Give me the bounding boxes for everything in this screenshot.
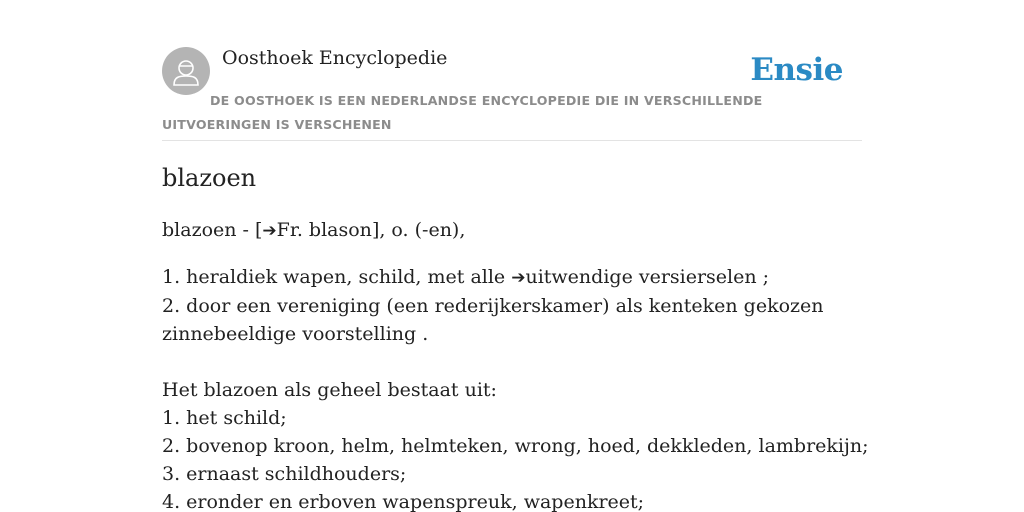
user-icon <box>162 47 210 95</box>
source-avatar[interactable] <box>162 47 210 95</box>
source-title[interactable]: Oosthoek Encyclopedie <box>222 47 448 69</box>
entry-suffix: ], o. (-en), <box>371 219 466 241</box>
source-description: DE OOSTHOEK IS EEN NEDERLANDSE ENCYCLOPEDIE DIE IN VERSCHILLENDE UITVOERINGEN IS VERSCHENEN <box>162 93 763 132</box>
list-item: 1. het schild; <box>162 407 287 429</box>
definition-2-line-2: zinnebeeldige voorstelling . <box>162 323 429 345</box>
arrow-right-icon: ➔ <box>262 221 277 241</box>
list-item: 4. eronder en erboven wapenspreuk, wapenkreet; <box>162 491 645 512</box>
definition-2-line-1: 2. door een vereniging (een rederijkerskamer) als kenteken gekozen <box>162 295 824 317</box>
definition-1-suffix: ; <box>756 266 770 288</box>
parts-heading: Het blazoen als geheel bestaat uit: <box>162 379 497 401</box>
ensie-logo[interactable]: Ensie <box>750 52 843 88</box>
page-title: blazoen <box>162 164 257 192</box>
entry-etymology-line <box>162 216 465 245</box>
list-item: 2. bovenop kroon, helm, helmteken, wrong, hoed, dekkleden, lambrekijn; <box>162 435 869 457</box>
etymology-link[interactable]: Fr. blason <box>276 219 372 241</box>
arrow-right-icon: ➔ <box>511 268 526 288</box>
article-container <box>162 0 869 512</box>
definition-body <box>162 263 869 512</box>
list-item: 3. ernaast schildhouders; <box>162 463 407 485</box>
entry-prefix: blazoen - [ <box>162 219 263 241</box>
definition-1 <box>162 263 862 292</box>
source-header <box>162 0 862 141</box>
uitwendige-versierselen-link[interactable]: uitwendige versierselen <box>525 266 757 288</box>
paragraph-break <box>162 348 862 376</box>
definition-1-text: 1. heraldiek wapen, schild, met alle <box>162 266 512 288</box>
